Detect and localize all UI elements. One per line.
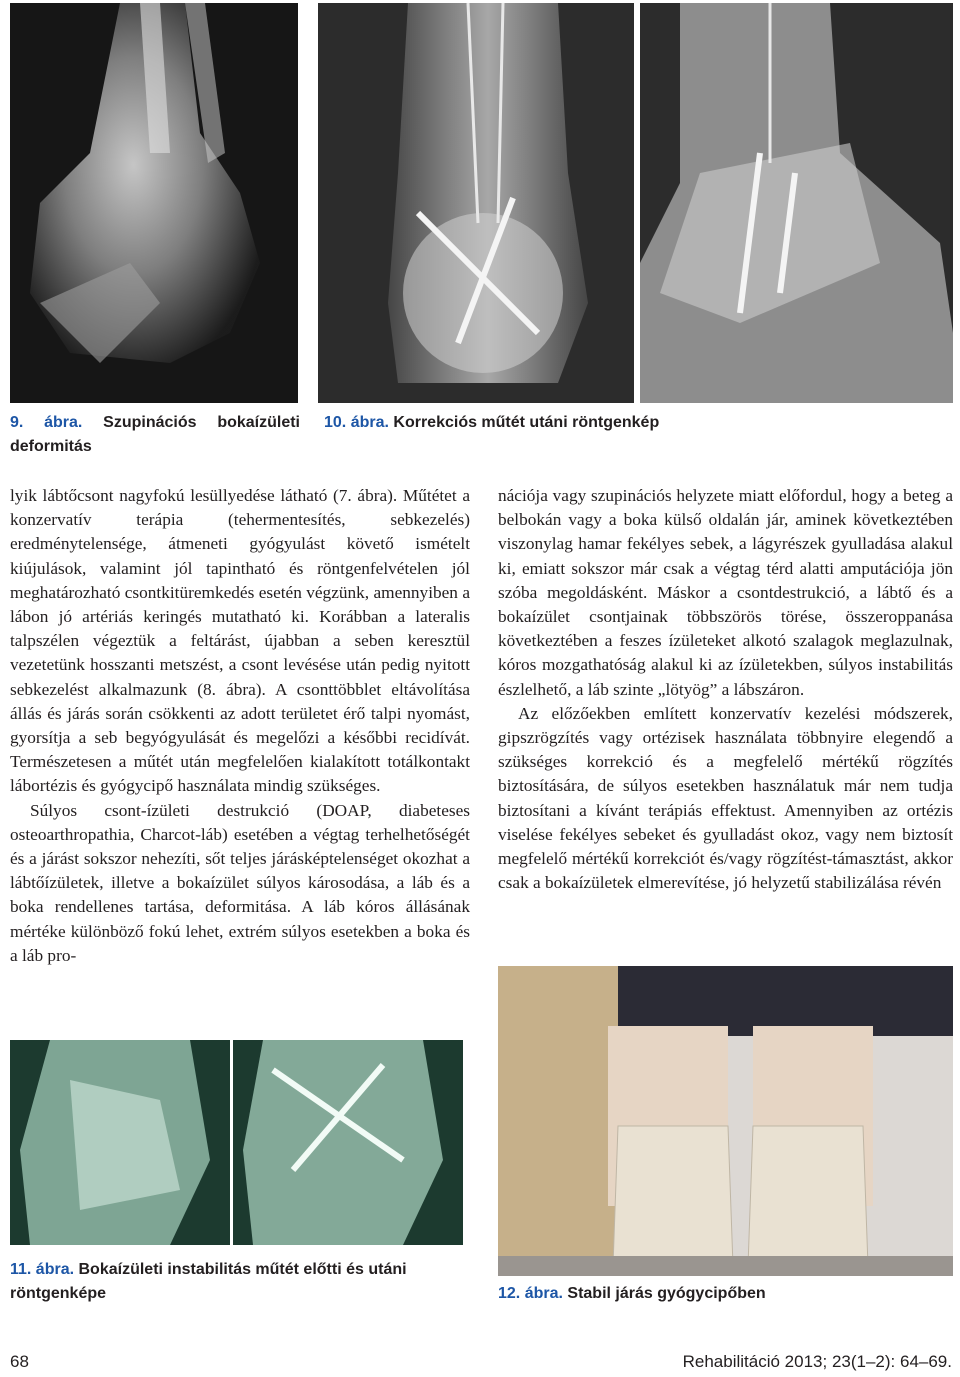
figure-10-caption [324, 411, 944, 435]
figure-11-xray-postop [233, 1040, 463, 1245]
right-column [498, 484, 953, 895]
figure-9-xray [10, 3, 298, 403]
page-number: 68 [10, 1352, 29, 1371]
figure-12-text: Stabil járás gyógycipőben [567, 1285, 766, 1302]
figure-11-caption [10, 1258, 470, 1306]
figure-9-text: Szupinációs bokaízületi deformitás [10, 414, 300, 455]
figure-12-number: 12. ábra. [498, 1285, 563, 1302]
figure-11-text: Bokaízületi instabilitás műtét előtti és utáni röntgenképe [10, 1261, 407, 1302]
figure-10-xray-lateral [640, 3, 953, 403]
figure-10-xray-frontal [318, 3, 634, 403]
left-paragraph-2: Súlyos csont-ízületi destrukció (DOAP, diabeteses osteoarthropathia, Charcot-láb) esetében a végtag terhelhetőségét és a járást sokszor nehezíti, sőt teljes járásképtelenséget okozhat a lábtőízületek, illetve a bokaízület súlyos károsodása, a láb és a boka rendellenes tartása, deformitása. A láb kóros állásának mértéke különböző fokú lehet, extrém súlyos esetekben a boka és a láb pro- [10, 800, 470, 965]
figure-9-caption [10, 411, 300, 459]
figure-12-photo [498, 966, 953, 1276]
right-paragraph-2: Az előzőekben említett konzervatív kezelési módszerek, gipszrögzítés vagy ortézisek használata többnyire elegendő a szükséges korrekció és a megfelelő mértékű rögzítés biztosítására, de súlyos esetekben használatuk már nem tudja biztosítani a kívánt terápiás effektust. Amennyiben az ortézis viselése fekélyes sebeket és gyulladást okoz, vagy nem biztosít megfelelő mértékű korrekciót és/vagy rögzítést-támasztást, akkor csak a bokaízületek elmerevítése, jó helyzetű stabilizálása révén [498, 703, 953, 893]
figure-10-text: Korrekciós műtét utáni röntgenkép [393, 414, 660, 431]
figure-11-number: 11. ábra. [10, 1261, 75, 1278]
right-paragraph-1: nációja vagy szupinációs helyzete miatt előfordul, hogy a beteg a belbokán vagy a boka külső oldalán jár, aminek következtében viszonylag hamar fekélyes sebek, a lágyrészek gyulladása alakul ki, emiatt sokszor már csak a végtag térd alatti amputációja jön szóba megoldásként. Máskor a csontdestrukció, a lábtő és a bokaízület csontjainak többszörös törése, összeroppanása következtében a feszes ízületeket alkotó szalagok meglazulnak, kóros mozgathatóság alakul ki az ízületekben, súlyos instabilitás észlelhető, a láb szinte „lötyög” a lábszáron. [498, 486, 953, 699]
left-column [10, 484, 470, 968]
figure-10-number: 10. ábra. [324, 414, 389, 431]
figure-9-number: 9. ábra. [10, 414, 83, 431]
figure-11-xray-preop [10, 1040, 230, 1245]
journal-citation: Rehabilitáció 2013; 23(1–2): 64–69. [682, 1352, 952, 1371]
figure-12-caption [498, 1282, 953, 1306]
left-paragraph-1: lyik lábtőcsont nagyfokú lesüllyedése látható (7. ábra). Műtétet a konzervatív terápia (tehermentesítés, sebkezelés) eredménytelensége, átmeneti gyógyulást követő ismételt kiújulások, valamint jól tapintható és röntgenfelvételen jól meghatározható csontkitüremkedés esetén végzünk, amennyiben a lábon jó artériás keringés mutatható ki. Korábban a lateralis talpszélen végeztük a feltárást, újabban a seben keresztül vezetetünk hosszanti metszést, a csont levésése után pedig nyitott sebkezelést alkalmazunk (8. ábra). A csonttöbblet eltávolítása állás és járás során csökkenti az adott területet érő talpi nyomást, gyorsítja a seb begyógyulását és megelőzi a későbbi recidívát. Természetesen a műtét után megfelelően kialakított totálkontakt lábortézis és gyógycipő használata mindig szükséges. [10, 486, 470, 796]
